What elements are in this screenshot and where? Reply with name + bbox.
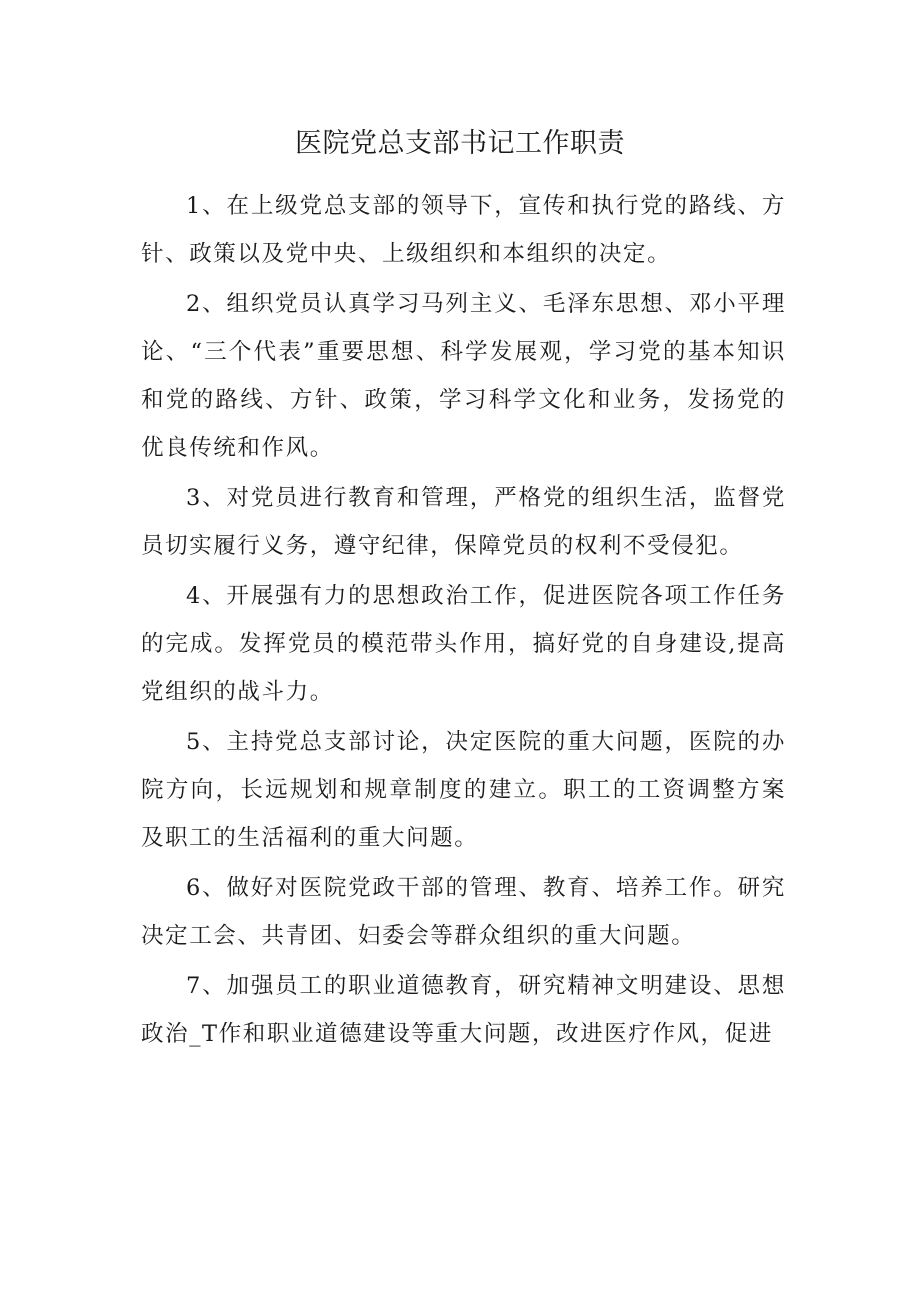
duty-paragraph-1: 1、在上级党总支部的领导下，宣传和执行党的路线、方针、政策以及党中央、上级组织和本组织的决定。 bbox=[141, 193, 786, 267]
duty-paragraph-7: 7、加强员工的职业道德教育，研究精神文明建设、思想政治_T作和职业道德建设等重大问题，改进医疗作风，促进 bbox=[141, 973, 786, 1047]
duty-paragraph-6: 6、做好对医院党政干部的管理、教育、培养工作。研究决定工会、共青团、妇委会等群众组织的重大问题。 bbox=[141, 875, 786, 949]
document-title: 医院党总支部书记工作职责 bbox=[295, 128, 625, 159]
duty-paragraph-5: 5、主持党总支部讨论，决定医院的重大问题，医院的办院方向，长远规划和规章制度的建立。职工的工资调整方案及职工的生活福利的重大问题。 bbox=[141, 729, 786, 851]
duty-paragraph-3: 3、对党员进行教育和管理，严格党的组织生活，监督党员切实履行义务，遵守纪律，保障党员的权利不受侵犯。 bbox=[141, 485, 786, 559]
duty-paragraph-4: 4、开展强有力的思想政治工作，促进医院各项工作任务的完成。发挥党员的模范带头作用，搞好党的自身建设,提高党组织的战斗力。 bbox=[141, 583, 786, 705]
duty-paragraph-2: 2、组织党员认真学习马列主义、毛泽东思想、邓小平理论、“三个代表”重要思想、科学发展观，学习党的基本知识和党的路线、方针、政策，学习科学文化和业务，发扬党的优良传统和作风。 bbox=[141, 291, 786, 461]
document-body bbox=[141, 182, 786, 1060]
